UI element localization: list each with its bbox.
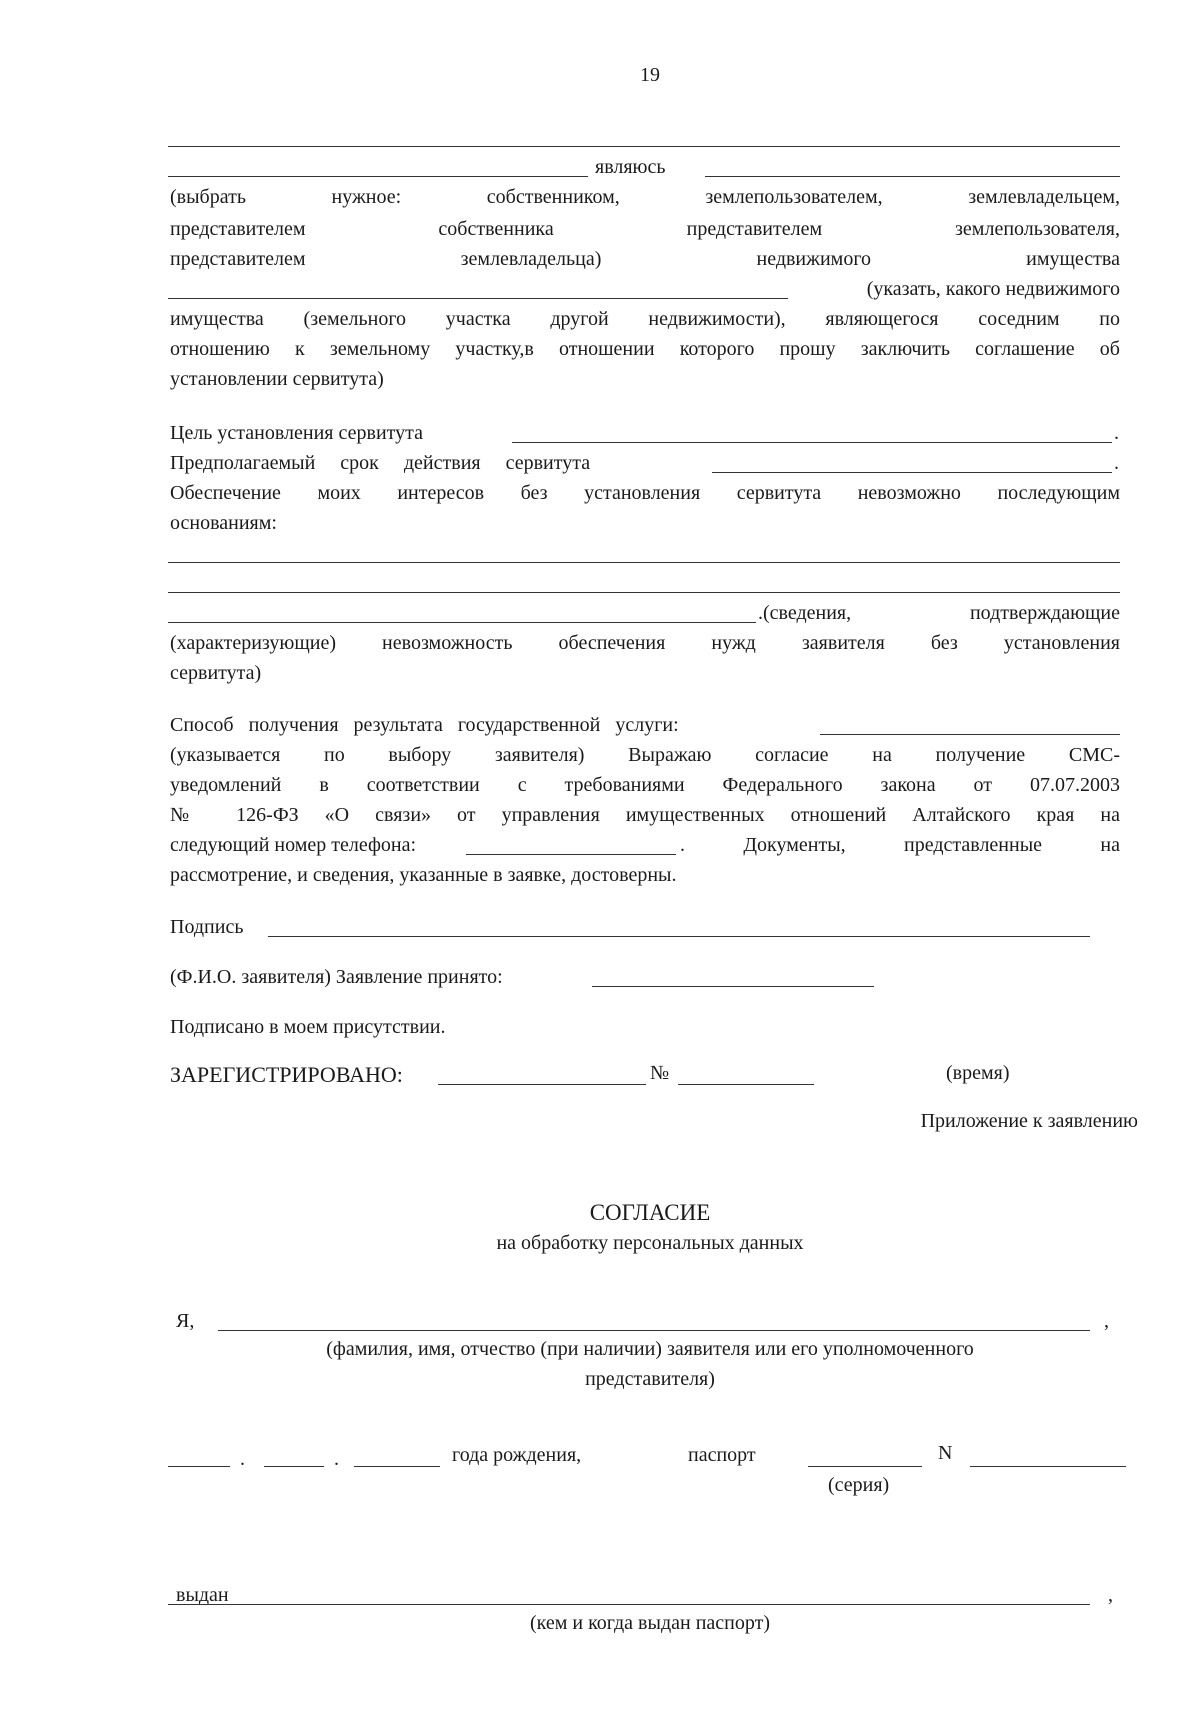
birth-day-field[interactable]: [168, 1466, 230, 1467]
reason-field[interactable]: [168, 592, 1120, 593]
registered-number-field[interactable]: [678, 1084, 814, 1085]
rep-word: недвижимого: [756, 248, 872, 270]
receipt-line: № 126-ФЗ «О связи» от управления имущественных отношений Алтайского края на: [170, 804, 1120, 826]
purpose-label: Цель установления сервитута: [170, 422, 423, 444]
rep-word: представителем: [686, 218, 823, 240]
reason-line: основаниям:: [170, 512, 277, 534]
blank-line[interactable]: [168, 298, 788, 299]
number-sign: №: [650, 1062, 670, 1084]
reason-line: Обеспечение моих интересов без установления сервитута невозможно последующим: [170, 482, 1120, 504]
passport-number-field[interactable]: [970, 1466, 1126, 1467]
series-caption: (серия): [828, 1474, 890, 1496]
consent-title: СОГЛАСИЕ: [589, 1200, 711, 1225]
birth-dot: .: [240, 1448, 245, 1470]
property-line: имущества (земельного участка другой недвижимости), являющегося соседним по: [170, 308, 1120, 330]
birth-month-field[interactable]: [264, 1466, 324, 1467]
rep-word: имущества: [1026, 248, 1120, 270]
rep-row-2: [170, 244, 1120, 274]
receipt-line: рассмотрение, и сведения, указанные в заявке, достоверны.: [170, 864, 677, 886]
info-line: (характеризующие) невозможность обеспечения нужд заявителя без установления: [170, 632, 1120, 654]
method-field[interactable]: [820, 734, 1120, 735]
phone-field[interactable]: [466, 854, 676, 855]
property-line: установлении сервитута): [170, 368, 384, 390]
fio-comma: ,: [1104, 1310, 1109, 1332]
birth-dot: .: [334, 1448, 339, 1470]
rep-word: собственника: [438, 218, 554, 240]
passport-n-label: N: [938, 1442, 953, 1464]
term-field[interactable]: [712, 472, 1112, 473]
rep-row: [170, 214, 1120, 244]
method-label: Способ получения результата государственной услуги:: [170, 714, 679, 736]
fio-field[interactable]: [218, 1330, 1090, 1331]
blank-line[interactable]: [705, 176, 1120, 177]
term-label: [170, 448, 690, 478]
issued-caption: (кем и когда выдан паспорт): [529, 1612, 770, 1634]
reason-field[interactable]: [168, 622, 756, 623]
receipt-line: уведомлений в соответствии с требованиями Федерального закона от 07.07.2003: [170, 774, 1120, 796]
accepted-field[interactable]: [592, 986, 874, 987]
purpose-field[interactable]: [512, 442, 1112, 443]
registered-label: ЗАРЕГИСТРИРОВАНО:: [170, 1062, 403, 1087]
issued-field[interactable]: [168, 1604, 1090, 1605]
reason-field[interactable]: [168, 562, 1120, 563]
birth-year-field[interactable]: [354, 1466, 440, 1467]
consent-subtitle: на обработку персональных данных: [496, 1232, 804, 1254]
blank-line[interactable]: [168, 176, 588, 177]
choose-word: нужное:: [331, 186, 402, 208]
rep-word: представителем: [170, 248, 306, 270]
choose-word: землевладельцем,: [968, 186, 1120, 208]
receipt-line: (указывается по выбору заявителя) Выражаю согласие на получение СМС-: [170, 744, 1120, 766]
info-right: подтверждающие: [969, 602, 1120, 624]
fio-label: (Ф.И.О. заявителя) Заявление принято:: [170, 966, 503, 988]
signed-presence: Подписано в моем присутствии.: [170, 1016, 446, 1038]
issued-comma: ,: [1108, 1584, 1113, 1606]
info-label: .(сведения,: [758, 602, 852, 624]
signature-field[interactable]: [268, 936, 1090, 937]
choose-word: собственником,: [486, 186, 620, 208]
choose-word: землепользователем,: [705, 186, 883, 208]
specify-label: (указать, какого недвижимого: [866, 278, 1120, 300]
i-label: Я,: [176, 1310, 195, 1332]
term-label-text: Предполагаемый срок действия сервитута: [170, 452, 591, 474]
blank-line[interactable]: [168, 146, 1120, 147]
page-number: 19: [640, 64, 660, 86]
rep-word: представителем: [170, 218, 306, 240]
passport-series-field[interactable]: [808, 1466, 922, 1467]
property-line: отношению к земельному участку,в отношении которого прошу заключить соглашение об: [170, 338, 1120, 360]
phone-tail: . Документы, представленные на: [680, 834, 1120, 856]
sign-label: Подпись: [170, 916, 244, 938]
appendix-label: Приложение к заявлению: [920, 1110, 1138, 1132]
issued-label: выдан: [176, 1584, 229, 1606]
time-label: (время): [946, 1062, 1010, 1084]
passport-label: паспорт: [688, 1444, 756, 1466]
choose-word: (выбрать: [170, 186, 246, 208]
registered-date-field[interactable]: [438, 1084, 646, 1085]
fio-caption: (фамилия, имя, отчество (при наличии) заявителя или его уполномоченного: [326, 1338, 974, 1360]
phone-label: следующий номер телефона:: [170, 834, 417, 856]
rep-word: землепользователя,: [955, 218, 1120, 240]
choose-row: [170, 182, 1120, 212]
term-dot: .: [1114, 452, 1119, 474]
rep-word: землевладельца): [460, 248, 602, 270]
birth-label: года рождения,: [452, 1444, 582, 1466]
fio-caption: представителя): [585, 1368, 715, 1390]
purpose-dot: .: [1114, 422, 1119, 444]
iam-label: являюсь: [595, 156, 666, 178]
info-line: сервитута): [170, 662, 262, 684]
